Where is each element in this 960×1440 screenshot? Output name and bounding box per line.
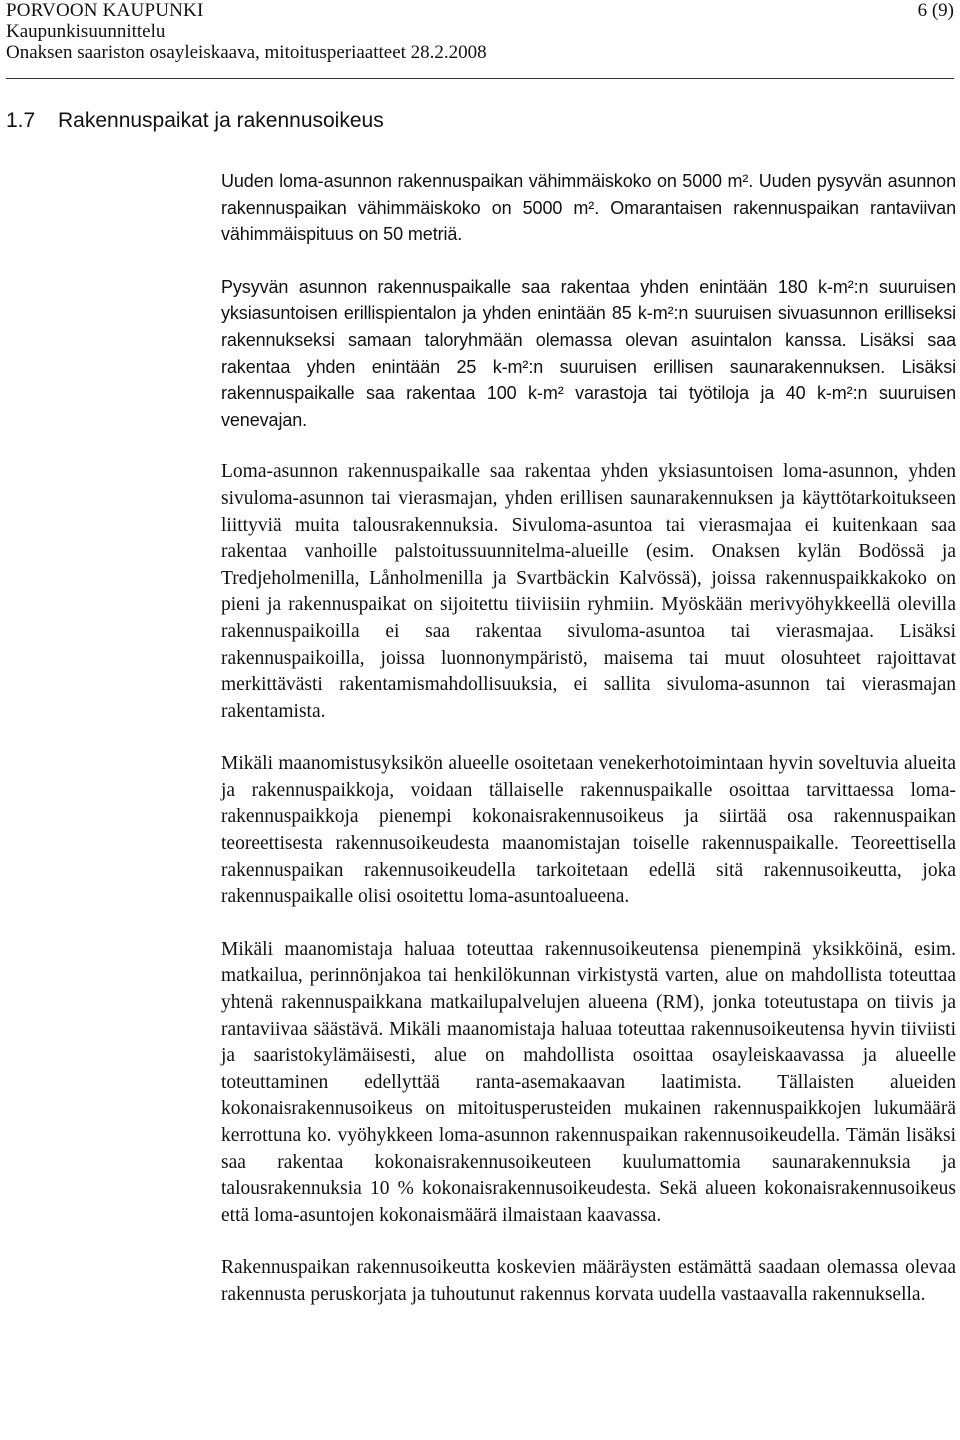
paragraph: Mikäli maanomistaja haluaa toteuttaa rakennusoikeutensa pienempinä yksikköinä, esim. matkailua, perinnönjakoa tai henkilökunnan virkistystä varten, alue on mahdollista toteuttaa yhtenä rakennuspaikkana matkailupalvelujen alueena (RM), jonka toteutustapa on tiivis ja rantaviivaa säästävä. Mikäli maanomistaja haluaa toteuttaa rakennusoikeutensa hyvin tiiviisti ja saaristokylämäisesti, alue on mahdollista osoittaa osayleiskaavassa ja alueelle toteuttaminen edellyttää ranta-asemakaavan laatimista. Tällaisten alueiden kokonaisrakennusoikeus on mitoitusperusteiden mukainen rakennuspaikkojen lukumäärä kerrottuna ko. vyöhykkeen loma-asunnon rakennuspaikan rakennusoikeudella. Tämän lisäksi saa rakentaa kokonaisrakennusoikeuteen kuulumattomia saunarakennuksia ja talousrakennuksia 10 % kokonaisrakennusoikeudesta. Sekä alueen kokonaisrakennusoikeus että loma-asuntojen kokonaismäärä ilmaistaan kaavassa. <box>221 938 956 1226</box>
header-divider <box>6 78 954 79</box>
paragraph: Pysyvän asunnon rakennuspaikalle saa rakentaa yhden enintään 180 k-m²:n suuruisen yksiasuntoisen erillispientalon ja yhden enintään 85 k-m²:n suuruisen sivuasunnon erilliseksi rakennukseksi samaan taloryhmään olemassa olevan asuintalon kanssa. Lisäksi saa rakentaa yhden enintään 25 k-m²:n suuruisen erillisen saunarakennuksen. Lisäksi rakennuspaikalle saa rakentaa 100 k-m² varastoja tai työtiloja ja 40 k-m²:n suuruisen venevajan. <box>221 276 956 430</box>
section-number: 1.7 <box>6 109 36 132</box>
section-title: Rakennuspaikat ja rakennusoikeus <box>58 109 384 132</box>
paragraph: Uuden loma-asunnon rakennuspaikan vähimmäiskoko on 5000 m². Uuden pysyvän asunnon rakennuspaikan vähimmäiskoko on 5000 m². Omarantaisen rakennuspaikan rantaviivan vähimmäispituus on 50 metriä. <box>221 171 956 245</box>
paragraph: Mikäli maanomistusyksikön alueelle osoitetaan venekerhotoimintaan hyvin soveltuvia alueita ja rakennuspaikkoja, voidaan tällaiselle rakennuspaikalle osoittaa tarvittaessa loma-rakennuspaikkoja pienempi kokonaisrakennusoikeus ja siirtää osa rakennuspaikan teoreettisesta rakennusoikeudesta maanomistajan toiselle rakennuspaikalle. Teoreettisella rakennuspaikan rakennusoikeudella tarkoitetaan edellä sitä rakennusoikeutta, joka rakennuspaikalle olisi osoitettu loma-asuntoalueena. <box>221 753 956 908</box>
page-number: 6 (9) <box>917 0 954 21</box>
paragraph: Loma-asunnon rakennuspaikalle saa rakentaa yhden yksiasuntoisen loma-asunnon, yhden sivuloma-asunnon tai vierasmajan, yhden erillisen saunarakennuksen ja käyttötarkoitukseen liittyviä muita talousrakennuksia. Sivuloma-asuntoa tai vierasmajaa ei kuitenkaan saa rakentaa vanhoille palstoitussuunnitelma-alueille (esim. Onaksen kylän Bodössä ja Tredjeholmenilla, Lånholmenilla ja Svartbäckin Kalvössä), joissa rakennuspaikkakoko on pieni ja rakennuspaikat on sijoitettu tiiviisiin ryhmiin. Myöskään merivyöhykkeellä olevilla rakennuspaikoilla ei saa rakentaa sivuloma-asuntoa tai vierasmajaa. Lisäksi rakennuspaikoilla, joissa luonnonympäristö, maisema tai muut olosuhteet rajoittavat merkittävästi rakentamismahdollisuuksia, ei sallita sivuloma-asunnon tai vierasmajan rakentamista. <box>221 461 956 722</box>
document-title: Onaksen saariston osayleiskaava, mitoitusperiaatteet 28.2.2008 <box>6 42 487 63</box>
organization-name: PORVOON KAUPUNKI <box>6 0 204 21</box>
paragraph: Rakennuspaikan rakennusoikeutta koskevien määräysten estämättä saadaan olemassa olevaa rakennusta peruskorjata ja tuhoutunut rakennus korvata uudella vastaavalla rakennuksella. <box>221 1257 956 1305</box>
department-name: Kaupunkisuunnittelu <box>6 21 166 42</box>
section-heading <box>6 108 384 134</box>
body-text <box>221 168 956 1335</box>
page-header <box>6 0 954 63</box>
